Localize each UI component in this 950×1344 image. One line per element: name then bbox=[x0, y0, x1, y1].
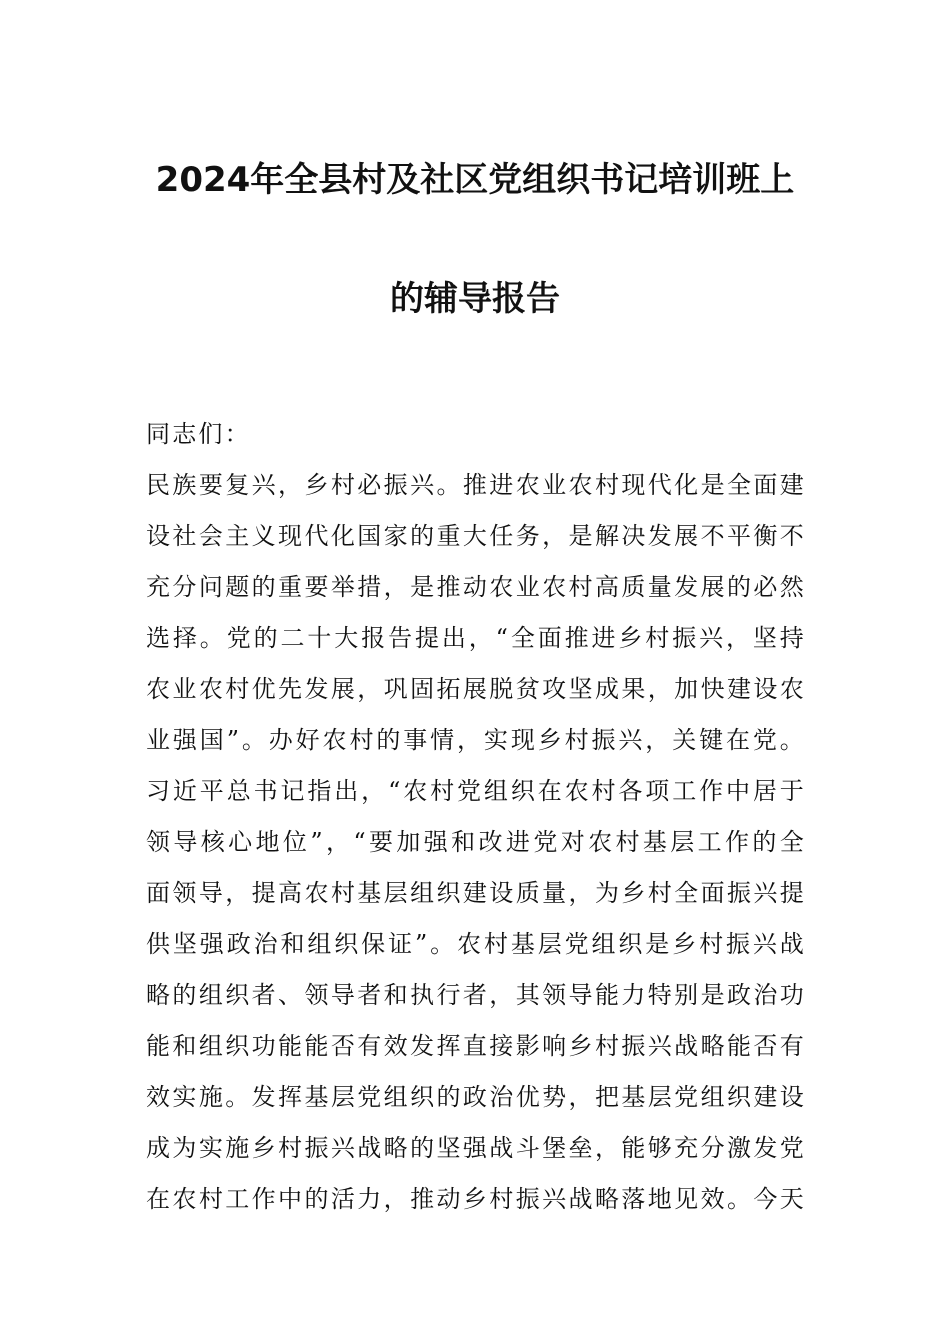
body-line: 农业农村优先发展，巩固拓展脱贫攻坚成果，加快建设农 bbox=[146, 675, 806, 703]
body-line: 略的组织者、领导者和执行者，其领导能力特别是政治功 bbox=[146, 981, 806, 1009]
body-line: 习近平总书记指出，“农村党组织在农村各项工作中居于 bbox=[146, 777, 806, 805]
body-line: 领导核心地位”，“要加强和改进党对农村基层工作的全 bbox=[146, 828, 806, 856]
body-line: 选择。党的二十大报告提出，“全面推进乡村振兴，坚持 bbox=[146, 624, 806, 652]
document-title-line-1: 2024年全县村及社区党组织书记培训班上 bbox=[155, 160, 795, 200]
body-line: 效实施。发挥基层党组织的政治优势，把基层党组织建设 bbox=[146, 1083, 806, 1111]
document-title-line-2: 的辅导报告 bbox=[390, 279, 560, 319]
body-line: 能和组织功能能否有效发挥直接影响乡村振兴战略能否有 bbox=[146, 1032, 806, 1060]
body-line: 设社会主义现代化国家的重大任务，是解决发展不平衡不 bbox=[146, 522, 806, 550]
body-line: 充分问题的重要举措，是推动农业农村高质量发展的必然 bbox=[146, 573, 806, 601]
document-body bbox=[146, 414, 806, 1230]
body-line: 供坚强政治和组织保证”。农村基层党组织是乡村振兴战 bbox=[146, 930, 806, 958]
body-line: 成为实施乡村振兴战略的坚强战斗堡垒，能够充分激发党 bbox=[146, 1134, 806, 1162]
body-line: 在农村工作中的活力，推动乡村振兴战略落地见效。今天 bbox=[146, 1185, 806, 1213]
body-line: 民族要复兴，乡村必振兴。推进农业农村现代化是全面建 bbox=[146, 471, 806, 499]
salutation: 同志们： bbox=[146, 420, 251, 448]
body-line: 业强国”。办好农村的事情，实现乡村振兴，关键在党。 bbox=[146, 726, 806, 754]
body-line: 面领导，提高农村基层组织建设质量，为乡村全面振兴提 bbox=[146, 879, 806, 907]
